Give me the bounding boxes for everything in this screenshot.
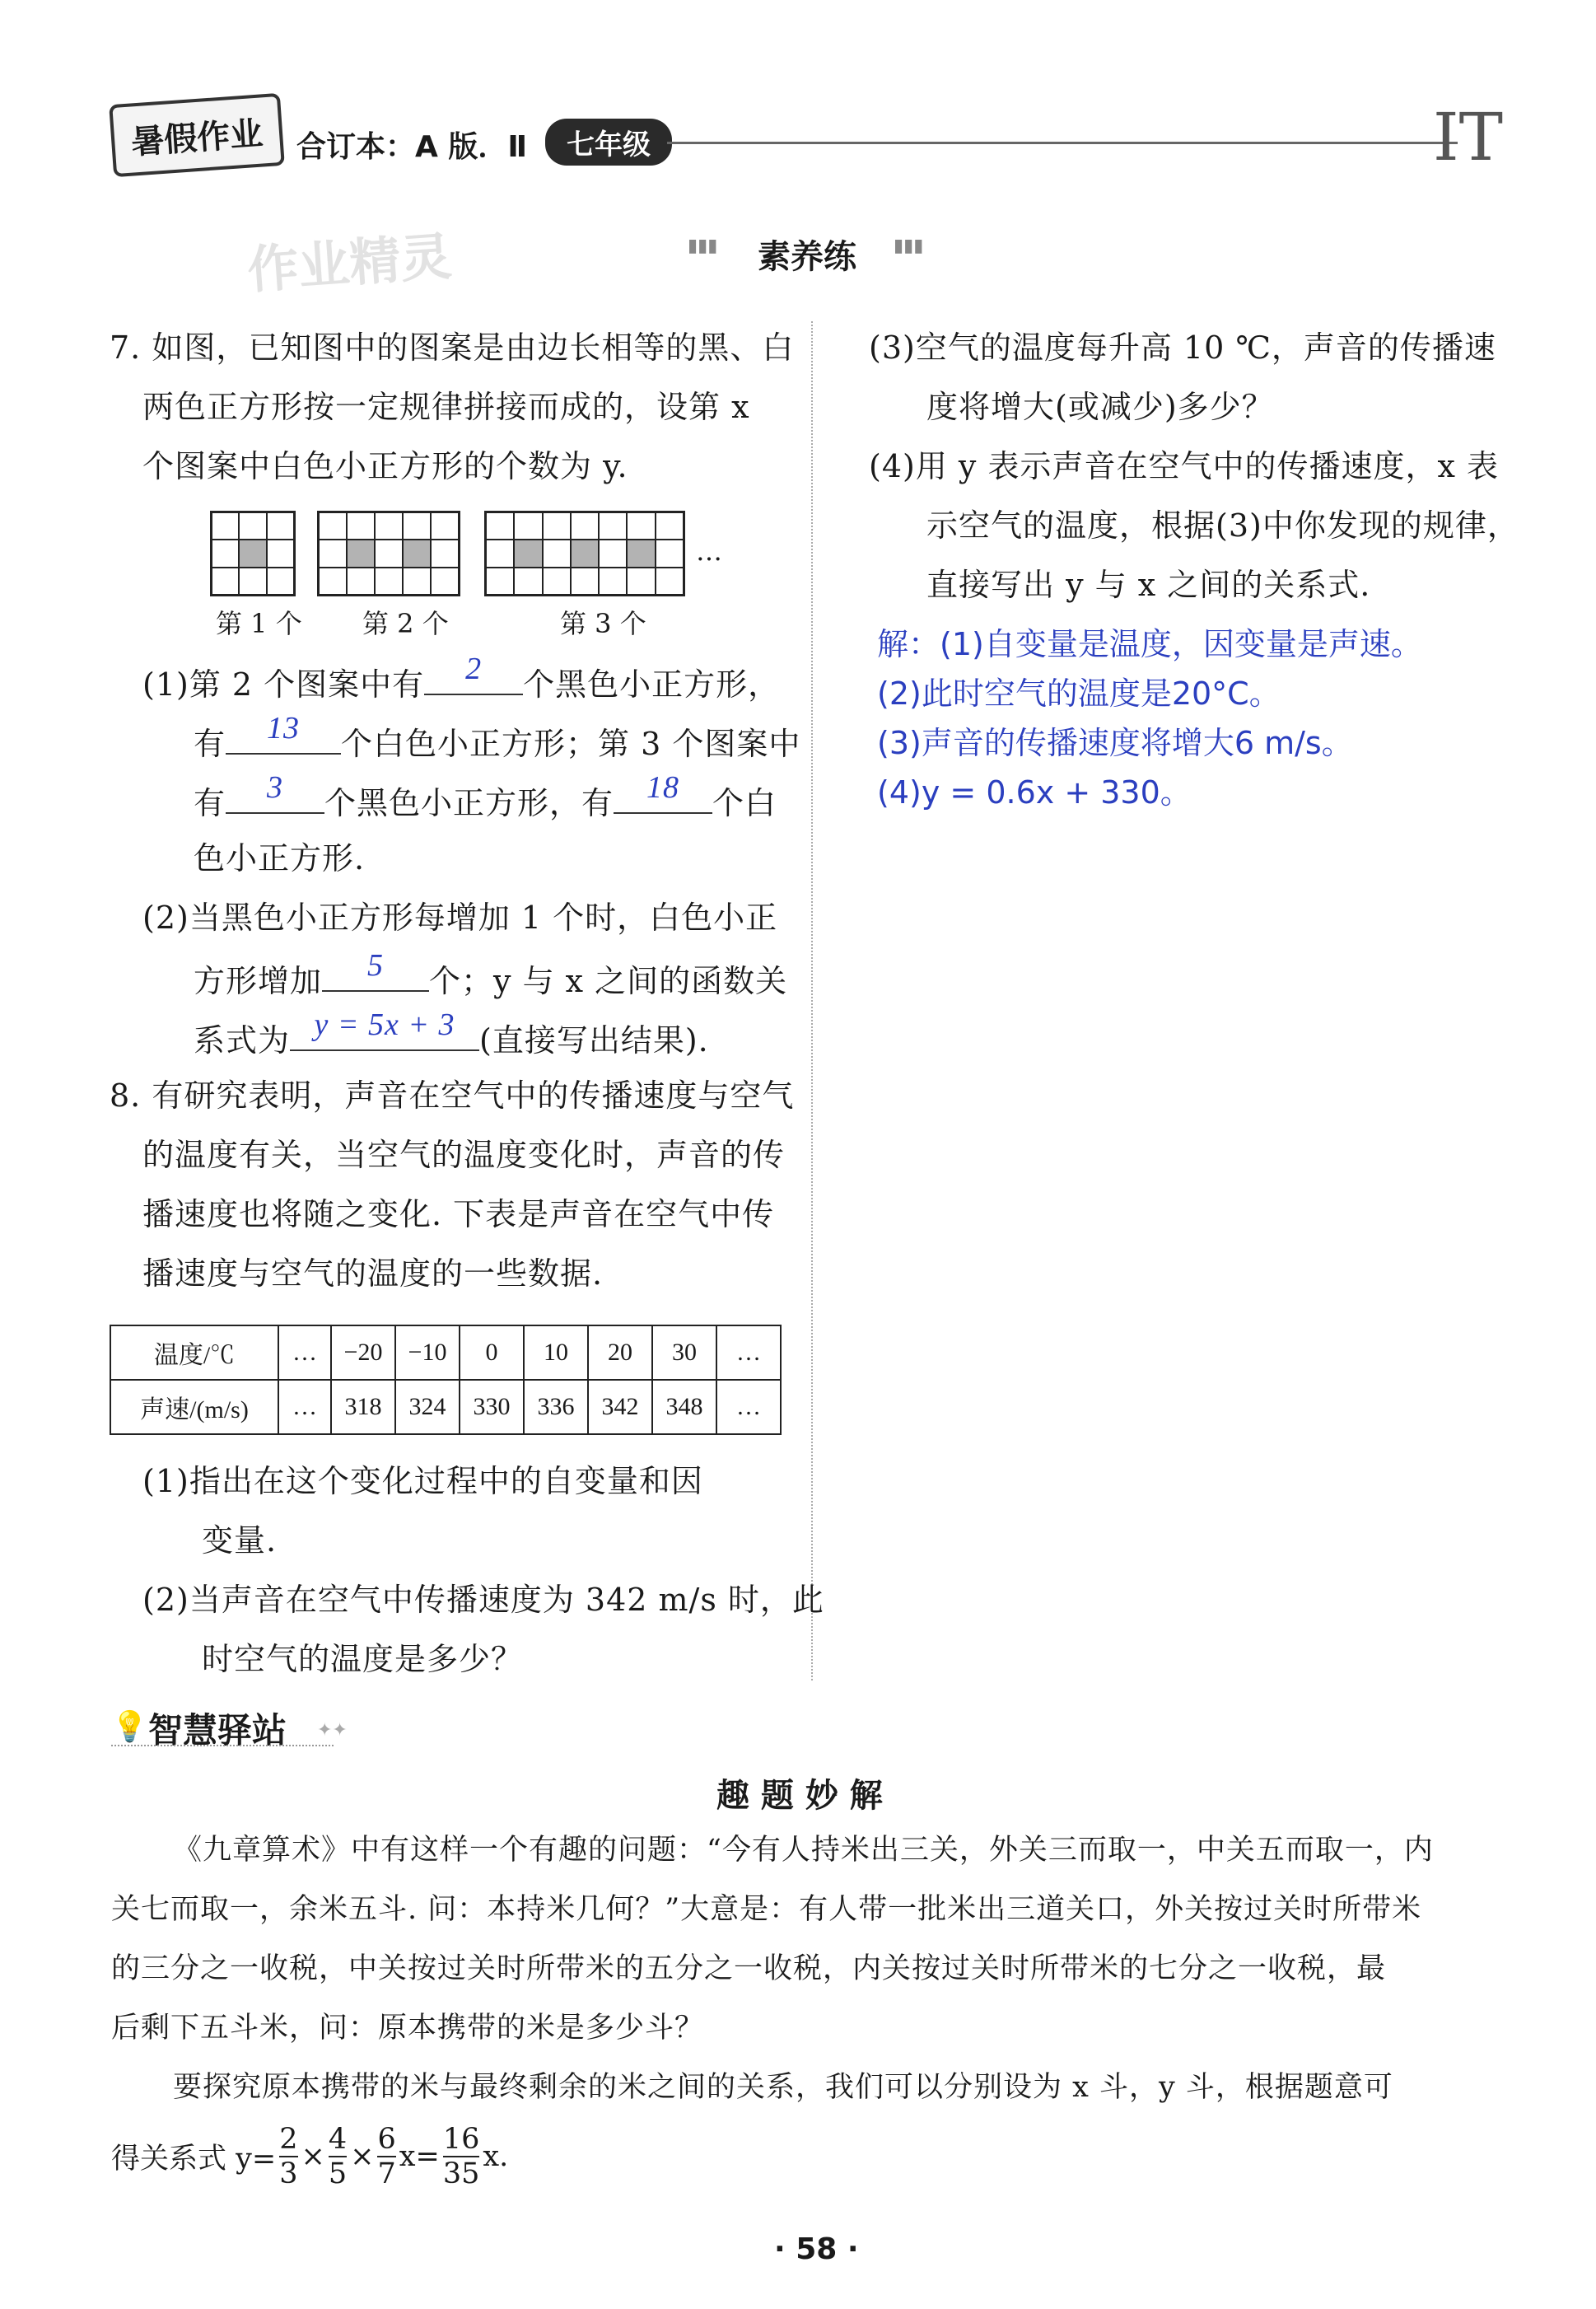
answer-blank-4 — [614, 770, 712, 814]
q7-line-3: 个图案中白色小正方形的个数为 y. — [142, 448, 628, 484]
table-cell: 342 — [588, 1380, 652, 1434]
q8-part3-line1: (3)空气的温度每升高 10 ℃，声音的传播速 — [869, 330, 1496, 366]
q7-part2-line3 — [194, 1007, 709, 1060]
table-cell: 336 — [524, 1380, 588, 1434]
table-cell: 0 — [460, 1325, 524, 1380]
column-divider — [811, 321, 813, 1680]
star-icon: ✦✦ — [317, 1720, 348, 1741]
text: 有 — [194, 785, 226, 821]
figure-ellipsis: … — [696, 535, 722, 567]
lightbulb-icon: 💡 — [111, 1710, 148, 1744]
text: 个白色小正方形；第 3 个图案中 — [341, 726, 801, 762]
denominator: 7 — [377, 2157, 396, 2190]
station-underline — [111, 1745, 334, 1746]
fraction-2-3 — [279, 2123, 297, 2190]
temperature-speed-table — [110, 1325, 782, 1435]
solution-line-2: (2)此时空气的温度是20°C。 — [877, 675, 1281, 712]
q8-part1-line2: 变量. — [202, 1522, 278, 1559]
fraction-16-35 — [443, 2123, 480, 2190]
formula-end: x. — [483, 2140, 509, 2173]
answer-5: 5 — [367, 948, 385, 983]
table-cell: … — [716, 1380, 781, 1434]
table-cell: … — [278, 1325, 331, 1380]
answer-2: 13 — [267, 711, 301, 746]
text: 个；y 与 x 之间的函数关 — [429, 963, 788, 999]
text: 个黑色小正方形， — [523, 666, 781, 703]
formula-prefix: 得关系式 y= — [111, 2143, 277, 2176]
figure-label-3: 第 3 个 — [560, 608, 646, 639]
table-cell: 330 — [460, 1380, 524, 1434]
puzzle-para-line-4: 后剩下五斗米，问：原本携带的米是多少斗？ — [111, 2012, 705, 2045]
section-deco-left-icon: ▮▮▮ — [688, 236, 718, 256]
header-rule — [667, 142, 1458, 144]
solution-line-4: (4)y = 0.6x + 330。 — [877, 774, 1192, 811]
answer-blank-5 — [322, 948, 429, 992]
answer-4: 18 — [646, 770, 680, 805]
times-sign: × — [301, 2140, 325, 2173]
numerator: 2 — [279, 2123, 298, 2156]
pattern-figure-1 — [210, 511, 296, 596]
answer-3: 3 — [267, 770, 284, 805]
denominator: 35 — [442, 2157, 480, 2190]
figure-label-2: 第 2 个 — [362, 608, 449, 639]
numerator: 16 — [442, 2123, 480, 2156]
puzzle-para2-line-1: 要探究原本携带的米与最终剩余的米之间的关系，我们可以分别设为 x 斗，y 斗，根据题意可 — [173, 2071, 1393, 2104]
pattern-figure-2 — [317, 511, 460, 596]
q8-part3-line2: 度将增大(或减少)多少？ — [926, 389, 1274, 425]
figure-label-1: 第 1 个 — [216, 608, 302, 639]
text: 方形增加 — [194, 963, 323, 999]
watermark: 作业精灵 — [245, 226, 454, 301]
text: (直接写出结果). — [479, 1022, 709, 1059]
table-cell: 318 — [331, 1380, 395, 1434]
q8-part2-line1: (2)当声音在空气中传播速度为 342 m/s 时，此 — [142, 1582, 824, 1618]
numerator: 6 — [377, 2123, 396, 2156]
q7-part1-line2 — [194, 711, 801, 764]
table-cell: … — [716, 1325, 781, 1380]
table-cell: −10 — [395, 1325, 460, 1380]
q8-line-3: 播速度也将随之变化. 下表是声音在空气中传 — [142, 1196, 775, 1232]
table-cell: 30 — [652, 1325, 716, 1380]
answer-blank-1 — [424, 652, 523, 695]
pattern-figure-3 — [484, 511, 685, 596]
answer-6: y = 5x + 3 — [314, 1007, 455, 1042]
table-cell: 10 — [524, 1325, 588, 1380]
numerator: 4 — [328, 2123, 348, 2156]
text: (1)第 2 个图案中有 — [142, 666, 425, 703]
q8-line-1: 8. 有研究表明，声音在空气中的传播速度与空气 — [110, 1077, 795, 1114]
q8-line-4: 播速度与空气的温度的一些数据. — [142, 1255, 604, 1292]
text: 系式为 — [194, 1022, 291, 1059]
puzzle-para-line-2: 关七而取一，余米五斗. 问：本持米几何？”大意是：有人带一批米出三道关口，外关按过关时所带米 — [111, 1893, 1422, 1926]
fraction-4-5 — [329, 2123, 347, 2190]
q8-part1-line1: (1)指出在这个变化过程中的自变量和因 — [142, 1463, 703, 1499]
table-cell: 348 — [652, 1380, 716, 1434]
q8-part4-line2: 示空气的温度，根据(3)中你发现的规律， — [926, 507, 1519, 544]
answer-blank-2 — [226, 711, 341, 755]
q7-part1-line4: 色小正方形. — [194, 840, 366, 876]
denominator: 3 — [279, 2157, 298, 2190]
denominator: 5 — [328, 2157, 348, 2190]
q7-line-2: 两色正方形按一定规律拼接而成的，设第 x — [142, 389, 750, 425]
times-sign: × — [350, 2140, 375, 2173]
text: 有 — [194, 726, 226, 762]
answer-blank-6 — [290, 1007, 479, 1051]
x-equals: x= — [399, 2140, 440, 2173]
table-row — [110, 1380, 781, 1434]
q7-part1-line3 — [194, 770, 777, 823]
answer-blank-3 — [226, 770, 324, 814]
fraction-6-7 — [377, 2123, 395, 2190]
q7-part1-line1 — [142, 652, 781, 704]
q7-part2-line1: (2)当黑色小正方形每增加 1 个时，白色小正 — [142, 900, 778, 936]
section-deco-right-icon: ▮▮▮ — [894, 236, 924, 256]
table-cell: 声速/(m/s) — [110, 1380, 278, 1434]
solution-line-1: 解：(1)自变量是温度，因变量是声速。 — [877, 626, 1422, 662]
text: 个黑色小正方形，有 — [324, 785, 614, 821]
q8-line-2: 的温度有关，当空气的温度变化时，声音的传 — [142, 1137, 786, 1173]
table-cell: 温度/℃ — [110, 1325, 278, 1380]
q7-part2-line2 — [194, 948, 788, 1001]
table-row — [110, 1325, 781, 1380]
grade-badge: 七年级 — [545, 119, 672, 166]
puzzle-para-line-1: 《九章算术》中有这样一个有趣的问题：“今有人持米出三关，外关三而取一，中关五而取一，内 — [173, 1834, 1434, 1867]
brand-badge: 暑假作业 — [109, 93, 285, 177]
corner-logo-icon: IT — [1433, 99, 1503, 175]
puzzle-para-line-3: 的三分之一收税，中关按过关时所带米的五分之一收税，内关按过关时所带米的七分之一收税，最 — [111, 1952, 1387, 1985]
solution-line-3: (3)声音的传播速度将增大6 m/s。 — [877, 725, 1353, 761]
table-cell: 324 — [395, 1380, 460, 1434]
q8-part2-line2: 时空气的温度是多少？ — [202, 1641, 524, 1677]
table-cell: −20 — [331, 1325, 395, 1380]
station-label: 智慧驿站 — [148, 1710, 287, 1750]
answer-1: 2 — [465, 652, 483, 686]
puzzle-title: 趣 题 妙 解 — [716, 1777, 883, 1815]
table-cell: 20 — [588, 1325, 652, 1380]
q8-part4-line1: (4)用 y 表示声音在空气中的传播速度，x 表 — [869, 448, 1499, 484]
q7-line-1: 7. 如图，已知图中的图案是由边长相等的黑、白 — [110, 330, 795, 366]
book-subtitle: 合订本：A 版．Ⅱ — [296, 130, 528, 164]
table-cell: … — [278, 1380, 331, 1434]
text: 个白 — [712, 785, 777, 821]
section-title: 素养练 — [758, 238, 856, 276]
formula — [111, 2115, 508, 2198]
q8-part4-line3: 直接写出 y 与 x 之间的关系式. — [926, 567, 1371, 603]
page-number: · 58 · — [774, 2232, 859, 2266]
